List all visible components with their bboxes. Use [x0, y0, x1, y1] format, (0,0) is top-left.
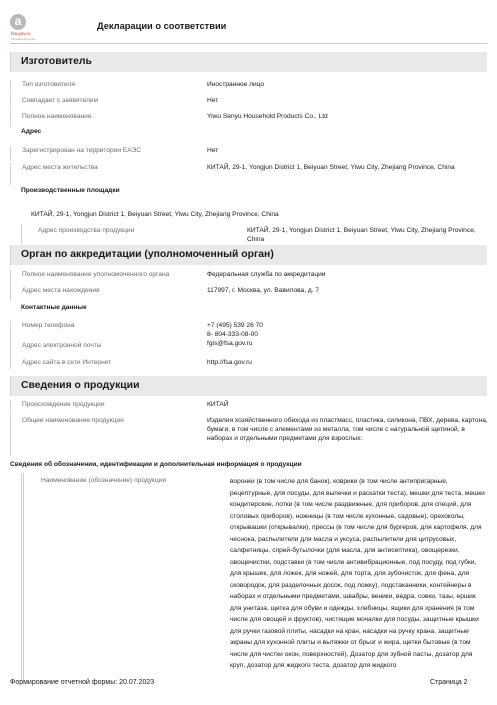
field-value: Изделия хозяйственного обихода из пластмасс, пластика, силикона, ПВХ, дерева, картона, бумаги, в том числе с элементами из металла, том числе с натуральной щетиной, в наборах и отдельными предметами для взрослых:	[207, 417, 488, 442]
field-label: Общее наименование продукции	[22, 417, 124, 424]
contacts-subheading: Контактные данные	[21, 304, 87, 311]
website-link[interactable]: http://fsa.gov.ru	[207, 359, 252, 366]
product-name-label: Наименование (обозначение) продукции	[41, 477, 167, 484]
field-row	[10, 96, 487, 111]
contacts-rows	[10, 321, 487, 369]
field-value: КИТАЙ, 29-1, Yongjun District 1, Beiyuan Street, Yiwu City, Zhejiang Province, China	[247, 227, 476, 243]
field-label: Происхождение продукции	[22, 401, 105, 408]
field-label: Полное наименование	[22, 113, 92, 120]
product-name-block	[21, 473, 487, 681]
field-row	[10, 400, 487, 415]
document-title: Декларации о соответствии	[97, 21, 227, 31]
field-value: Федеральная служба по аккредитации	[207, 271, 326, 278]
field-label: Адрес места жительства	[22, 164, 98, 171]
field-row	[10, 112, 487, 127]
field-row	[10, 163, 487, 185]
email-label: Адрес электронной почты	[22, 342, 102, 349]
field-row	[10, 286, 487, 301]
logo-site: fsa.gov.ru	[11, 31, 31, 36]
phone-primary: +7 (495) 539 26 70	[207, 322, 263, 329]
production-site-address: КИТАЙ, 29-1, Yongjun District 1, Beiyuan Street, Yiwu City, Zhejiang Province, China	[31, 211, 279, 218]
field-label: Адрес производства продукции	[38, 227, 135, 234]
field-label: Полное наименование уполномоченного органа	[22, 271, 170, 278]
product-identification-heading: Сведения об обозначении, идентификации и дополнительная информация о продукции	[10, 461, 302, 468]
page-number: Страница 2	[430, 679, 468, 686]
phone-secondary: 8- 804-333-08-00	[207, 331, 258, 338]
section-manufacturer-heading: Изготовитель	[10, 52, 487, 72]
phone-label: Номер телефона	[22, 322, 75, 329]
field-value: Yiwu Senyu Household Products Co., Ltd	[207, 113, 328, 120]
field-label: Адрес места нахождения	[22, 287, 100, 294]
production-sites-subheading: Производственные площадки	[21, 187, 120, 194]
fsa-logo	[10, 14, 54, 44]
production-site-row	[21, 224, 487, 244]
field-row	[10, 270, 487, 285]
field-value: 117997, г. Москва, ул. Вавилова, д. 7	[207, 287, 320, 294]
report-generated-date: Формирование отчетной формы: 20.07.2023	[10, 679, 155, 686]
website-label: Адрес сайта в сети Интернет	[22, 359, 112, 366]
field-value: КИТАЙ	[207, 401, 229, 408]
logo-caption: Росаккредитация	[11, 37, 36, 41]
logo-mark: a	[10, 14, 26, 30]
field-label: Совпадает с заявителем	[22, 97, 99, 104]
field-row	[10, 416, 487, 456]
product-name-value: воронки (в том числе для банок), коврики (в том числе антипригарные, рецептурные, для посуды, для выпечки и раскатки теста), мешки для теста, мешки кондитерские, лотки (в том числе раздвижные, для приборов, для специй, для столовых приборов), ножницы (в том числе кухонные, садовые), орехоколы, открывашки (открывалки), прессы (в том числе для бургеров, для картофеля, для чеснока, распылители для масла и уксуса, распылители для цитрусовых, салфетницы, спрей-бутылочки (для масла, для антисептика), овощерезки, овощечистки, подставки (в том числе антивибрационные, под посуду, под губки, для крышек, для ложек, для ножей, для торта, для зубочисток, для фена, для сковородок, для разделочных досок, под ложку), подстаканники, контейнеры в наборах и отдельными предметами, швабры, веники, ведра, совки, тазы, ершик для унитаза, щетка для обуви и одежды, хлебницы, ящики для хранения (в том числе для овощей и фруктов), чистящие мочалки для посуды, защитные крышки для ручки газовой плиты, насадки на кран, насадки на ручку крана, защитные экраны для кухонной плиты и вытяжки от брызг и жира, щетки бытовые (в том числе для чистки окон, поверхностей), Дозатор для зубной пасты, дозатор для круп, дозатор для жидкого теста, дозатор для жидкого	[230, 478, 485, 669]
field-label: Тип изготовителя	[22, 81, 75, 88]
field-value: Нет	[207, 147, 219, 154]
field-value: Нет	[207, 97, 219, 104]
field-row	[10, 146, 487, 161]
field-value: КИТАЙ, 29-1, Yongjun District 1, Beiyuan Street, Yiwu City, Zhejiang Province, China	[207, 164, 455, 171]
field-row	[10, 80, 487, 95]
section-accreditation-heading: Орган по аккредитации (уполномоченный орган)	[10, 245, 487, 265]
field-label: Зарегистрирован на территории ЕАЭС	[22, 147, 142, 154]
address-subheading: Адрес	[21, 128, 42, 135]
section-product-heading: Сведения о продукции	[10, 376, 487, 396]
header-divider	[10, 43, 487, 44]
email-value: fgis@fsa.gov.ru	[207, 340, 253, 347]
field-value: Иностранное лицо	[207, 81, 265, 88]
